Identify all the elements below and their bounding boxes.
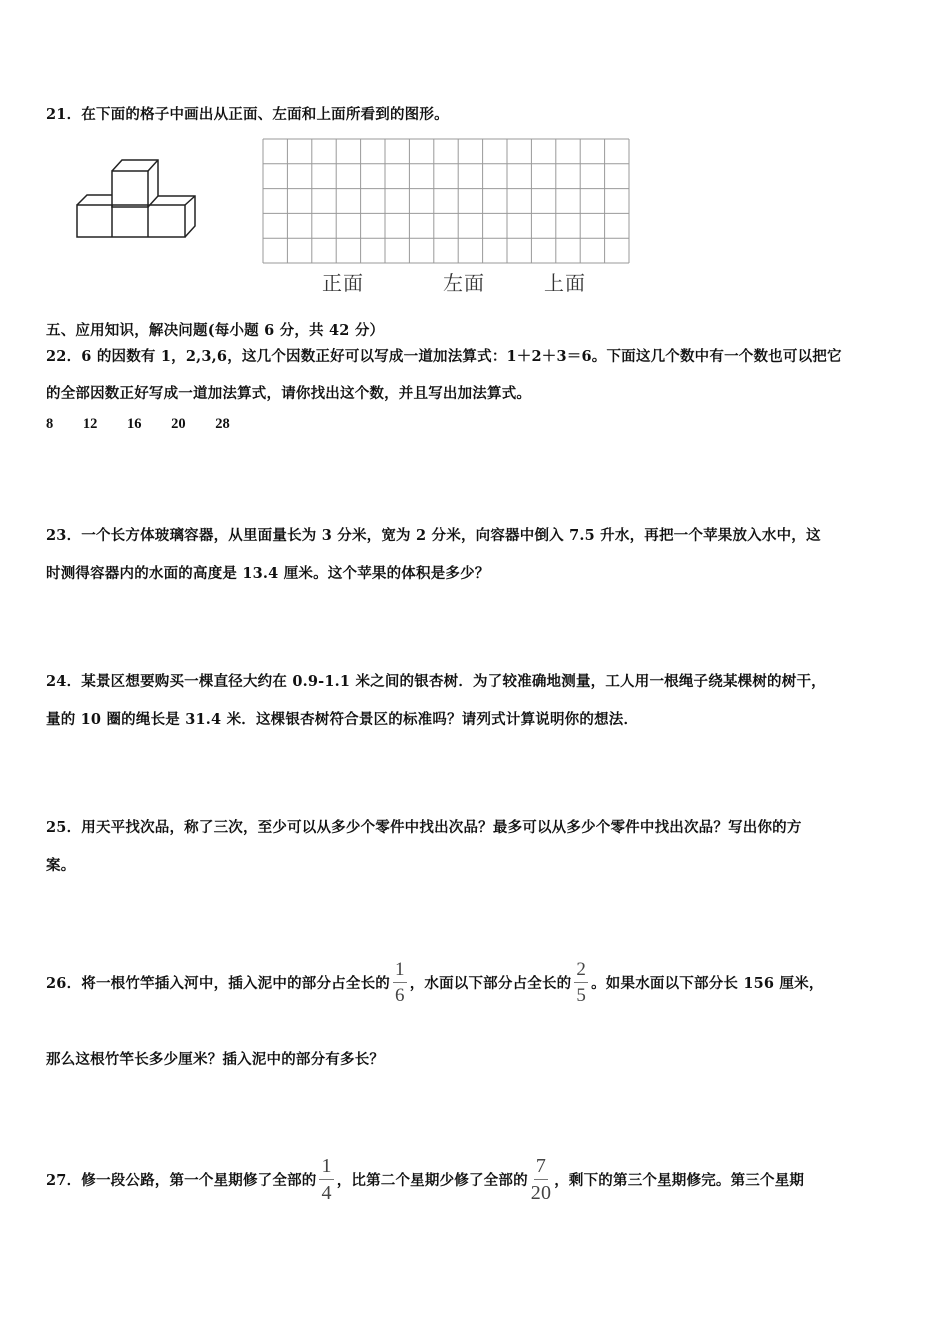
label-left: 左面 <box>443 271 485 295</box>
q22-line1: 22．6 的因数有 1，2,3,6，这几个因数正好可以写成一道加法算式：1＋2＋3＝6。下面这几个数中有一个数也可以把它 <box>46 348 842 365</box>
q27-line1 <box>46 1156 804 1203</box>
q26-part2: ，水面以下部分占全长的 <box>409 975 572 992</box>
label-top: 上面 <box>544 271 586 295</box>
fraction <box>531 1156 551 1203</box>
q26-line2: 那么这根竹竿长多少厘米？插入泥中的部分有多长？ <box>46 1051 385 1068</box>
q22-options <box>46 416 256 433</box>
q23-line1: 23．一个长方体玻璃容器，从里面量长为 3 分米，宽为 2 分米，向容器中倒入 7.5 升水，再把一个苹果放入水中，这 <box>46 527 821 544</box>
fraction-denominator: 20 <box>530 1182 552 1204</box>
fraction-numerator: 1 <box>393 960 407 983</box>
fraction <box>393 960 407 1005</box>
q26-line1 <box>46 960 824 1005</box>
fraction-numerator: 1 <box>319 1156 333 1180</box>
q24-line2: 量的 10 圈的绳长是 31.4 米．这棵银杏树符合景区的标准吗？请列式计算说明你的想法． <box>46 711 639 728</box>
drawing-grid[interactable] <box>262 138 630 268</box>
q22-line2: 的全部因数正好写成一道加法算式，请你找出这个数，并且写出加法算式。 <box>46 385 532 402</box>
q26-part3: 。如果水面以下部分长 156 厘米， <box>591 975 824 992</box>
q24-line1: 24．某景区想要购买一棵直径大约在 0.9-1.1 米之间的银杏树．为了较准确地测量，工人用一根绳子绕某棵树的树干， <box>46 673 826 690</box>
fraction-denominator: 4 <box>321 1182 332 1204</box>
q26-part1: 26．将一根竹竿插入河中，插入泥中的部分占全长的 <box>46 975 390 992</box>
label-front: 正面 <box>322 271 364 295</box>
q23-line2: 时测得容器内的水面的高度是 13.4 厘米。这个苹果的体积是多少？ <box>46 565 490 582</box>
option: 20 <box>171 416 186 432</box>
fraction <box>574 960 588 1005</box>
q25-line2: 案。 <box>46 857 76 874</box>
option: 16 <box>127 416 142 432</box>
fraction-numerator: 2 <box>574 960 588 983</box>
fraction-denominator: 5 <box>576 985 587 1006</box>
cube-figure <box>74 155 199 241</box>
option: 28 <box>215 416 230 432</box>
q27-part3: ，剩下的第三个星期修完。第三个星期 <box>554 1172 805 1189</box>
q21-text: 21．在下面的格子中画出从正面、左面和上面所看到的图形。 <box>46 106 449 123</box>
q25-line1: 25．用天平找次品，称了三次，至少可以从多少个零件中找出次品？最多可以从多少个零件中找出次品？写出你的方 <box>46 819 802 836</box>
fraction <box>319 1156 333 1203</box>
q27-part1: 27．修一段公路，第一个星期修了全部的 <box>46 1172 317 1189</box>
option: 8 <box>46 416 54 432</box>
q27-part2: ，比第二个星期少修了全部的 <box>336 1172 528 1189</box>
fraction-numerator: 7 <box>534 1156 548 1180</box>
section-title: 五、应用知识，解决问题(每小题 6 分，共 42 分） <box>46 322 385 339</box>
fraction-denominator: 6 <box>394 985 405 1006</box>
option: 12 <box>82 416 98 432</box>
